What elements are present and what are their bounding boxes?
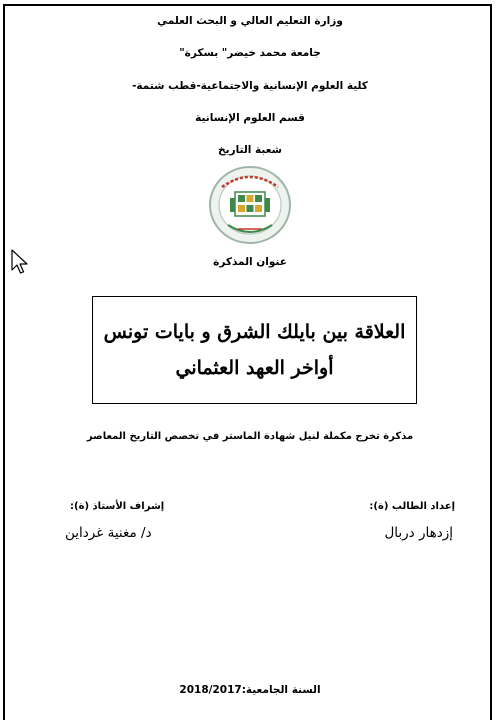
mouse-pointer-icon bbox=[11, 249, 29, 275]
faculty-line: كلية العلوم الإنسانية والاجتماعية-قطب شتمة- bbox=[132, 80, 368, 92]
academic-year: السنة الجامعية:2018/2017 bbox=[179, 684, 321, 696]
title-line-2: أواخر العهد العثماني bbox=[175, 357, 334, 379]
supervisor-name: د/ مغنية غرداين bbox=[65, 525, 152, 541]
ministry-line: وزارة التعليم العالي و البحث العلمي bbox=[157, 15, 343, 27]
student-label: إعداد الطالب (ة): bbox=[369, 501, 455, 512]
student-name: إزدهار دربال bbox=[384, 525, 453, 541]
subtitle: مذكرة تخرج مكملة لنيل شهادة الماستر في تخصص التاريخ المعاصر bbox=[86, 431, 414, 442]
branch-line: شعبة التاريخ bbox=[218, 144, 282, 156]
title-line-1: العلاقة بين بايلك الشرق و بايات تونس bbox=[103, 321, 406, 343]
memo-title-label: عنوان المذكرة bbox=[213, 256, 287, 268]
supervisor-label: إشراف الأستاذ (ة): bbox=[70, 501, 165, 512]
title-box bbox=[92, 296, 417, 404]
university-seal-icon bbox=[208, 165, 292, 245]
university-line: جامعة محمد خيضر" بسكرة" bbox=[179, 47, 321, 59]
department-line: قسم العلوم الإنسانية bbox=[195, 112, 305, 124]
